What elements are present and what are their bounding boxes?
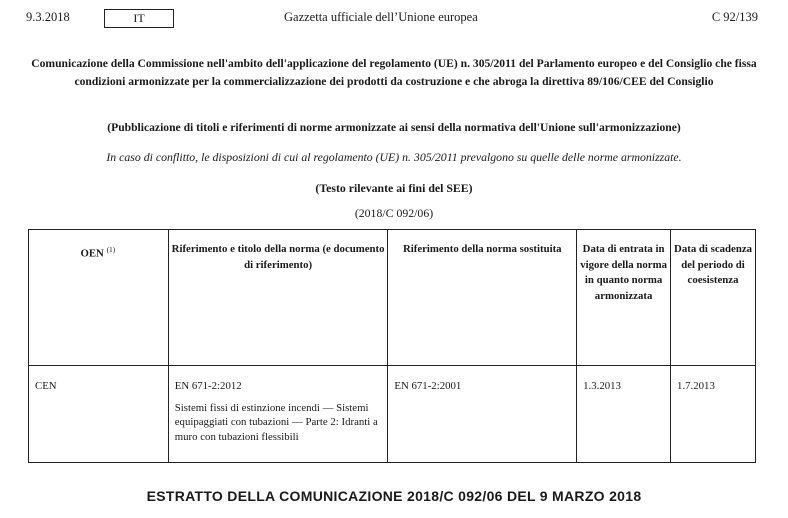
cell-oen: CEN bbox=[29, 366, 169, 463]
extract-caption: ESTRATTO DELLA COMUNICAZIONE 2018/C 092/06 DEL 9 MARZO 2018 bbox=[146, 488, 642, 504]
cell-reference-title bbox=[168, 366, 388, 463]
header-entry-into-force: Data di entrata in vigore della norma in quanto norma armonizzata bbox=[577, 230, 671, 366]
conflict-notice: In caso di conflitto, le disposizioni di cui al regolamento (UE) n. 305/2011 prevalgono su quelle delle norme armonizzate. bbox=[106, 150, 682, 164]
table-header-row bbox=[29, 230, 756, 366]
header-replaced: Riferimento della norma sostituita bbox=[388, 230, 577, 366]
cell-replaced: EN 671-2:2001 bbox=[388, 366, 577, 463]
standard-reference: EN 671-2:2012 bbox=[174, 380, 242, 392]
header-coexistence-end: Data di scadenza del periodo di coesistenza bbox=[671, 230, 756, 366]
standards-table bbox=[28, 229, 756, 463]
standard-title: Sistemi fissi di estinzione incendi — Sistemi equipaggiati con tubazioni — Parte 2: Idranti a muro con tubazioni flessibili bbox=[174, 401, 378, 443]
eea-relevance: (Testo rilevante ai fini del SEE) bbox=[315, 181, 473, 195]
header-reference-title: Riferimento e titolo della norma (e documento di riferimento) bbox=[168, 230, 388, 366]
header-date: 9.3.2018 bbox=[26, 10, 70, 24]
document-reference: (2018/C 092/06) bbox=[354, 206, 434, 220]
cell-entry-date: 1.3.2013 bbox=[577, 366, 671, 463]
table-row bbox=[29, 366, 756, 463]
page-number: C 92/139 bbox=[711, 10, 758, 24]
cell-end-date: 1.7.2013 bbox=[671, 366, 756, 463]
footnote-marker: (1) bbox=[106, 245, 116, 254]
header-oen-label: OEN bbox=[80, 247, 104, 260]
journal-name: Gazzetta ufficiale dell’Unione europea bbox=[284, 10, 478, 24]
document-title: Comunicazione della Commissione nell'ambito dell'applicazione del regolamento (UE) n. 305/2011 del Parlamento europeo e del Consiglio che fissa condizioni armonizzate per la commercializzazione dei prodotti da costruzione e che abroga la direttiva 89/106/CEE del Consiglio bbox=[31, 57, 757, 88]
document-subtitle: (Pubblicazione di titoli e riferimenti di norme armonizzate ai sensi della normativa dell'Unione sull'armonizzazione) bbox=[107, 121, 681, 134]
language-box: IT bbox=[104, 9, 174, 28]
header-oen bbox=[29, 230, 169, 366]
